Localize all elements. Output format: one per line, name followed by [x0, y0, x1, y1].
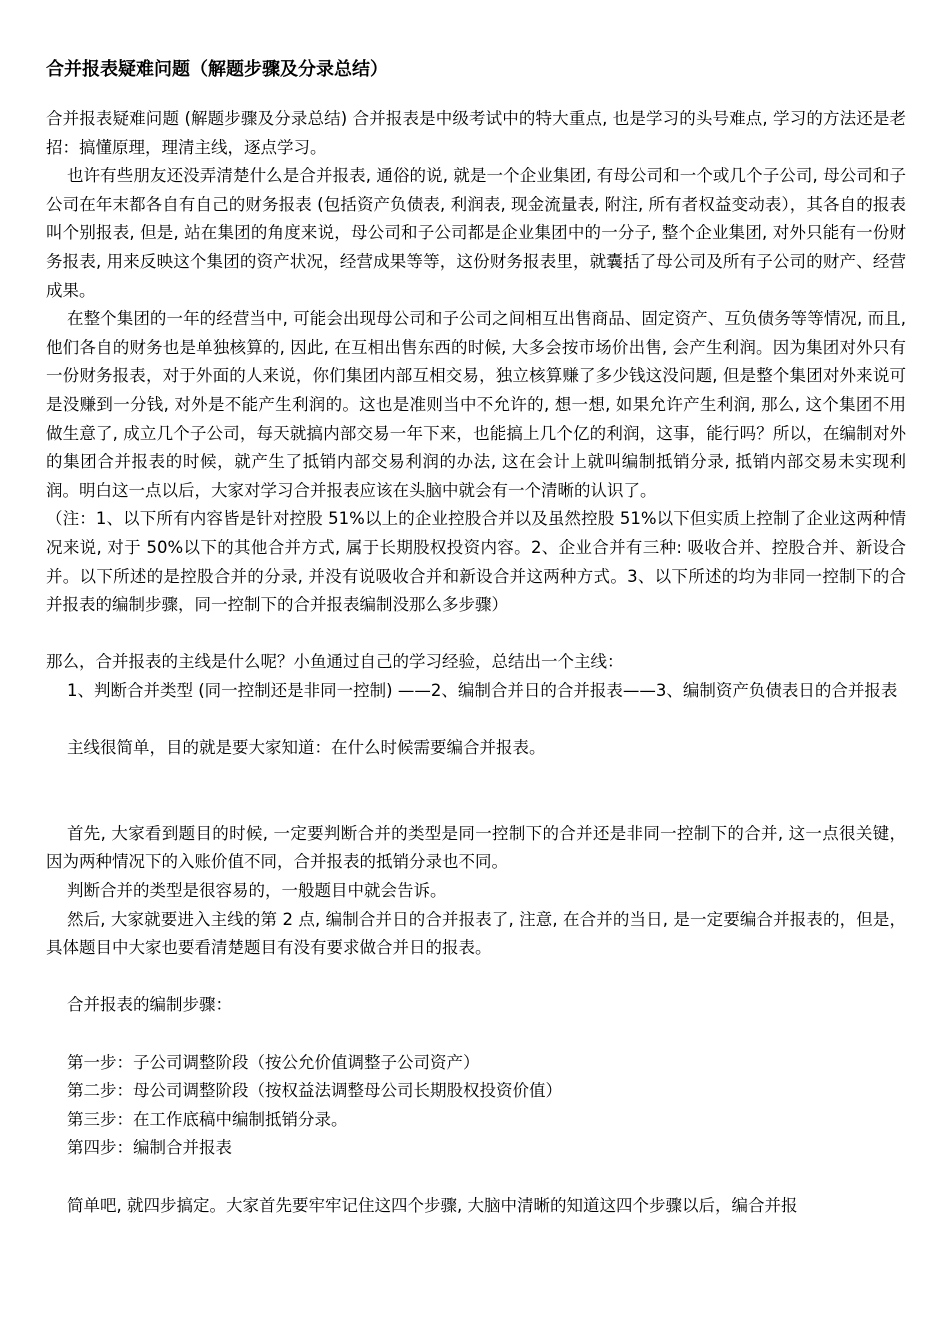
- document-title: 合并报表疑难问题（解题步骤及分录总结）: [46, 59, 388, 80]
- spacer: [46, 1163, 906, 1192]
- spacer: [46, 1020, 906, 1049]
- paragraph-judge-type: 首先, 大家看到题目的时候, 一定要判断合并的类型是同一控制下的合并还是非同一控制下的合并, 这一点很关键，因为两种情况下的入账价值不同，合并报表的抵销分录也不同。: [46, 823, 906, 872]
- paragraph-intro: 合并报表疑难问题 (解题步骤及分录总结) 合并报表是中级考试中的特大重点, 也是学习的头号难点, 学习的方法还是老招：搞懂原理，理清主线，逐点学习。: [46, 109, 906, 157]
- step-item-3: 第三步：在工作底稿中编制抵销分录。: [66, 1109, 348, 1129]
- paragraph-internal-transactions: 在整个集团的一年的经营当中, 可能会出现母公司和子公司之间相互出售商品、固定资产、互负债务等等情况, 而且, 他们各自的财务也是单独核算的, 因此, 在互相出售东西的时候, 大多会按市场价出售, 会产生利润。因为集团对外只有一份财务报表，对于外面的人来说，你们集团内部互相交易，独立核算赚了多少钱这没问题, 但是整个集团对外来说可是没赚到一分钱, 对外是不能产生利润的。这也是准则当中不允许的, 想一想, 如果允许产生利润, 那么, 这个集团不用做生意了, 成立几个子公司，每天就搞内部交易一年下来，也能搞上几个亿的利润，这事，能行吗？所以，在编制对外的集团合并报表的时候，就产生了抵销内部交易利润的办法, 这在会计上就叫编制抵销分录, 抵销内部交易未实现利润。明白这一点以后，大家对学习合并报表应该在头脑中就会有一个清晰的认识了。: [46, 309, 906, 500]
- paragraph-steps-heading: 合并报表的编制步骤：: [66, 995, 232, 1015]
- paragraph-main-line-purpose: 主线很简单，目的就是要大家知道：在什么时候需要编合并报表。: [66, 738, 546, 758]
- paragraph-main-line-question: 那么，合并报表的主线是什么呢？小鱼通过自己的学习经验，总结出一个主线：: [46, 652, 624, 672]
- step-item-2: 第二步：母公司调整阶段（按权益法调整母公司长期股权投资价值）: [66, 1081, 562, 1101]
- paragraph-summary: 简单吧, 就四步搞定。大家首先要牢牢记住这四个步骤, 大脑中清晰的知道这四个步骤以后，编合并报: [66, 1195, 798, 1215]
- paragraph-merge-date: 然后, 大家就要进入主线的第 2 点, 编制合并日的合并报表了, 注意, 在合并的当日, 是一定要编合并报表的，但是，具体题目中大家也要看清楚题目有没有要求做合并日的报表。: [46, 909, 906, 958]
- paragraph-notes: （注：1、以下所有内容皆是针对控股 51%以上的企业控股合并以及虽然控股 51%以下但实质上控制了企业这两种情况来说, 对于 50%以下的其他合并方式, 属于长期股权投资内容。2、企业合并有三种: 吸收合并、控股合并、新设合并。以下所述的是控股合并的分录, 并没有说吸收合并和新设合并这两种方式。3、以下所述的均为非同一控制下的合并报表的编制步骤，同一控制下的合并报表编制没那么多步骤）: [46, 509, 906, 615]
- spacer: [46, 963, 906, 992]
- spacer: [46, 705, 906, 734]
- paragraph-main-line: 1、判断合并类型 (同一控制还是非同一控制) ——2、编制合并日的合并报表——3、编制资产负债表日的合并报表: [66, 680, 898, 700]
- spacer: [46, 620, 906, 649]
- paragraph-judge-easy: 判断合并的类型是很容易的，一般题目中就会告诉。: [66, 881, 447, 901]
- step-item-4: 第四步：编制合并报表: [66, 1138, 232, 1158]
- paragraph-what-is-consolidation: 也许有些朋友还没弄清楚什么是合并报表, 通俗的说, 就是一个企业集团, 有母公司和一个或几个子公司, 母公司和子公司在年末都各自有自己的财务报表 (包括资产负债表, 利润表, 现金流量表, 附注, 所有者权益变动表），其各自的报表叫个别报表, 但是, 站在集团的角度来说，母公司和子公司都是企业集团中的一分子, 整个企业集团, 对外只能有一份财务报表, 用来反映这个集团的资产状况，经营成果等等，这份财务报表里，就囊括了母公司及所有子公司的财产、经营成果。: [46, 166, 906, 300]
- step-item-1: 第一步：子公司调整阶段（按公允价值调整子公司资产）: [66, 1052, 480, 1072]
- spacer: [46, 763, 906, 820]
